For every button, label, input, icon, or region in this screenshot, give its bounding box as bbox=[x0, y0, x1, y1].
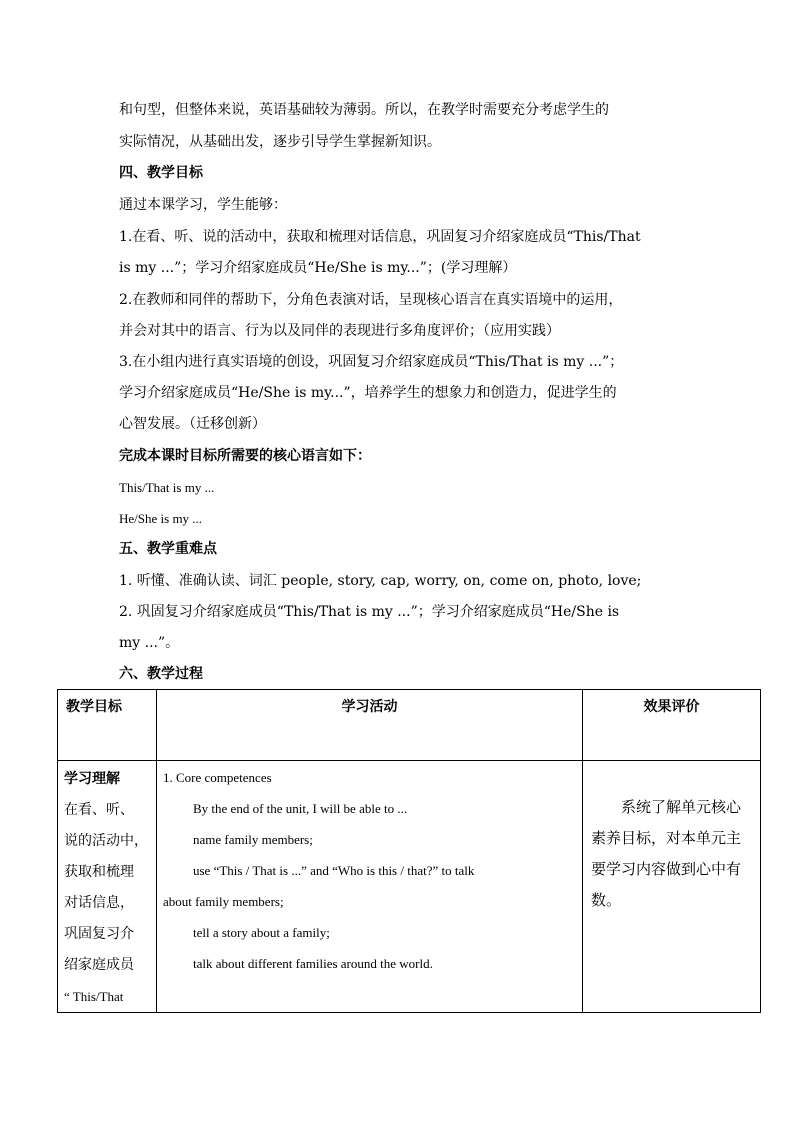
activity-line: name family members; bbox=[193, 832, 313, 847]
evaluation-line: 系统了解单元核心 bbox=[621, 798, 742, 816]
core-language-item: This/That is my ... bbox=[119, 480, 215, 495]
evaluation-line: 要学习内容做到心中有 bbox=[591, 860, 742, 878]
teaching-process-table bbox=[57, 689, 761, 1013]
section-heading-key-points: 五、教学重难点 bbox=[119, 541, 217, 557]
goal-2-line: 并会对其中的语言、行为以及同伴的表现进行多角度评价；（应用实践） bbox=[119, 323, 560, 339]
goal-1-line: is my ...”；学习介绍家庭成员“He/She is my...”；(学习理解） bbox=[119, 260, 517, 276]
objective-cell bbox=[58, 761, 157, 1013]
goal-2-line: 2.在教师和同伴的帮助下，分角色表演对话，呈现核心语言在真实语境中的运用， bbox=[119, 292, 623, 308]
activity-cell bbox=[157, 761, 583, 1013]
core-language-item: He/She is my ... bbox=[119, 511, 203, 526]
header-evaluation: 效果评价 bbox=[583, 690, 761, 761]
evaluation-cell bbox=[583, 761, 761, 1013]
goal-3-line: 学习介绍家庭成员“He/She is my...”，培养学生的想象力和创造力，促进学生的 bbox=[119, 385, 617, 401]
activity-line: talk about different families around the world. bbox=[193, 956, 433, 971]
section-heading-objectives: 四、教学目标 bbox=[119, 165, 203, 181]
core-language-heading: 完成本课时目标所需要的核心语言如下： bbox=[119, 448, 371, 464]
objective-line: 获取和梳理 bbox=[64, 864, 134, 880]
header-activity: 学习活动 bbox=[157, 690, 583, 761]
key-point-line: my ...”。 bbox=[119, 635, 180, 651]
objective-line: “ This/That bbox=[64, 989, 124, 1004]
table-header-row bbox=[58, 690, 761, 761]
objective-line: 巩固复习介 bbox=[64, 926, 134, 942]
key-point-line: 2. 巩固复习介绍家庭成员“This/That is my ...”；学习介绍家庭成员“He/She is bbox=[119, 604, 620, 620]
goal-1-line: 1.在看、听、说的活动中，获取和梳理对话信息，巩固复习介绍家庭成员“This/That bbox=[119, 229, 641, 245]
goal-3-line: 心智发展。（迁移创新） bbox=[119, 416, 266, 432]
paragraph-line: 和句型，但整体来说，英语基础较为薄弱。所以，在教学时需要充分考虑学生的 bbox=[119, 102, 609, 118]
evaluation-line: 数。 bbox=[591, 891, 622, 909]
activity-title: 1. Core competences bbox=[163, 770, 272, 785]
header-objective: 教学目标 bbox=[58, 690, 157, 761]
activity-line: By the end of the unit, I will be able to ... bbox=[193, 801, 408, 816]
objective-line: 在看、听、 bbox=[64, 802, 134, 818]
objective-line: 说的活动中， bbox=[64, 833, 148, 849]
activity-line: tell a story about a family; bbox=[193, 925, 330, 940]
activity-line: use “This / That is ...” and “Who is this / that?” to talk bbox=[193, 863, 475, 878]
evaluation-line: 素养目标，对本单元主 bbox=[591, 829, 742, 847]
objective-type: 学习理解 bbox=[64, 771, 120, 787]
objective-line: 绍家庭成员 bbox=[64, 957, 134, 973]
paragraph-line: 实际情况，从基础出发，逐步引导学生掌握新知识。 bbox=[119, 134, 441, 150]
key-point-line: 1. 听懂、准确认读、词汇 people, story, cap, worry, on, come on, photo, love; bbox=[119, 573, 642, 589]
activity-line: about family members; bbox=[163, 894, 284, 909]
objective-line: 对话信息， bbox=[64, 895, 134, 911]
table-row bbox=[58, 761, 761, 1013]
section-heading-process: 六、教学过程 bbox=[119, 666, 203, 682]
paragraph-line: 通过本课学习，学生能够： bbox=[119, 197, 287, 213]
goal-3-line: 3.在小组内进行真实语境的创设，巩固复习介绍家庭成员“This/That is my ...”； bbox=[119, 354, 624, 370]
